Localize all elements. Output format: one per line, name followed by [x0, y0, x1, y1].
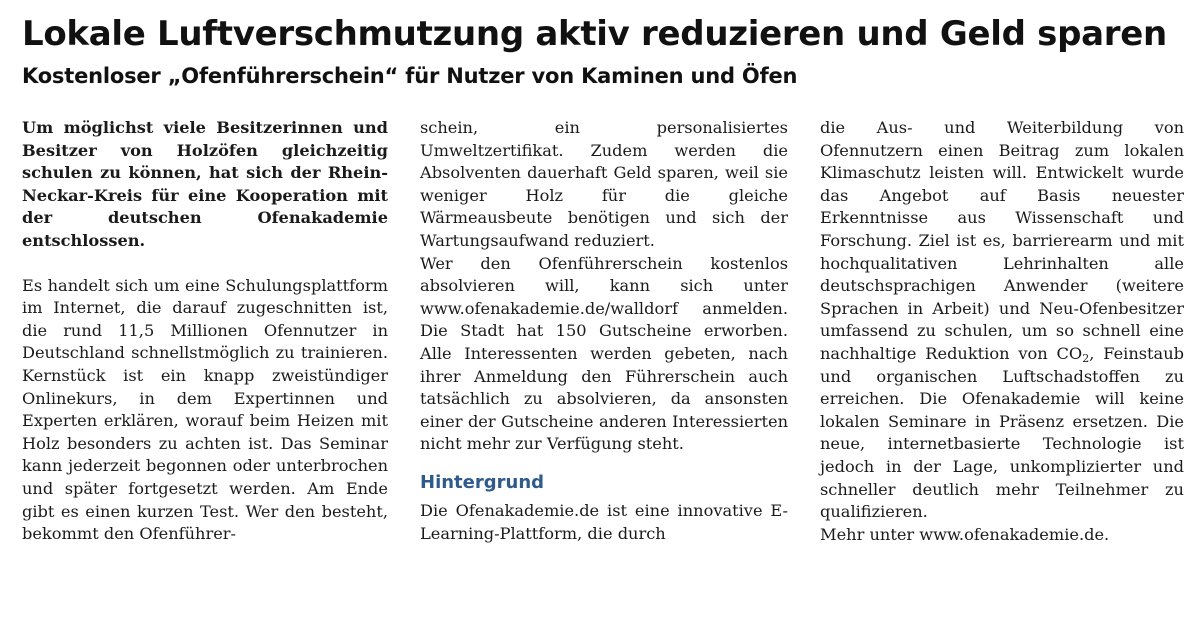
co2-subscript: 2 — [1082, 351, 1090, 365]
article-paragraph-1-part-1: Es handelt sich um eine Schulungsplattform im Internet, die darauf zugeschnitten ist, die rund 11,5 Millionen Ofennutzer in Deutschland schnellstmöglich zu trainieren. Kernstück ist ein knapp zweistündiger Onlinekurs, in dem Expertinnen und Experten erklären, worauf beim Heizen mit Holz besonders zu achten ist. Das Seminar kann jederzeit begonnen oder unterbrochen und später fortgesetzt werden. Am Ende gibt es einen kurzen Test. Wer den besteht, bekommt den Ofenführer- — [22, 275, 388, 544]
article-headline: Lokale Luftverschmutzung aktiv reduzieren und Geld sparen — [22, 14, 1167, 54]
background-paragraph-part-1: Die Ofenakademie.de ist eine innovative E-Learning-Plattform, die durch — [420, 500, 788, 543]
article-column-2 — [420, 117, 788, 545]
article-paragraph-2: Wer den Ofenführerschein kostenlos absolvieren will, kann sich unter www.ofenakademie.de/walldorf anmelden. Die Stadt hat 150 Gutscheine erworben. Alle Interessenten werden gebeten, nach ihrer Anmeldung den Führerschein auch tatsächlich zu absolvieren, da ansonsten einer der Gutscheine anderen Interessierten nicht mehr zur Verfügung steht. — [420, 253, 788, 454]
section-heading-hintergrund: Hintergrund — [420, 471, 545, 493]
article-paragraph-1-part-2: schein, ein personalisiertes Umweltzertifikat. Zudem werden die Absolventen dauerhaft Geld sparen, weil sie weniger Holz für die gleiche Wärmeausbeute benötigen und sich der Wartungsaufwand reduziert. — [420, 118, 788, 250]
article-column-3 — [820, 117, 1184, 546]
background-text-a-continued: die Aus- und Weiterbildung von Ofennutzern einen Beitrag zum lokalen Klimaschutz leisten will. Entwickelt wurde das Angebot auf Basis neuester Erkenntnisse aus Wissenschaft und Forschung. Ziel ist es, barrierearm und mit hochqualitativen Lehrinhalten alle deutschsprachigen Anwender (weitere Sprachen in Arbeit) und Neu-Ofenbesitzer umfassend zu schulen, um so schnell eine nachhaltige Reduktion von CO — [820, 118, 1184, 363]
article-column-1 — [22, 117, 388, 546]
background-text-b: , Feinstaub und organischen Luftschadstoffen zu erreichen. Die Ofenakademie will keine lokalen Seminare in Präsenz ersetzen. Die neue, internetbasierte Technologie ist jedoch in der Lage, unkomplizierter und schneller deutlich mehr Teilnehmer zu qualifizieren. — [820, 343, 1184, 522]
article-subheadline: Kostenloser „Ofenführerschein“ für Nutzer von Kaminen und Öfen — [22, 64, 798, 88]
more-info-link-text: Mehr unter www.ofenakademie.de. — [820, 524, 1110, 544]
article-lead: Um möglichst viele Besitzerinnen und Besitzer von Holzöfen gleichzeitig schulen zu können, hat sich der Rhein-Neckar-Kreis für eine Kooperation mit der deutschen Ofenakademie entschlossen. — [22, 118, 388, 250]
background-paragraph-part-2 — [820, 117, 1184, 524]
paragraph-gap — [22, 253, 388, 275]
